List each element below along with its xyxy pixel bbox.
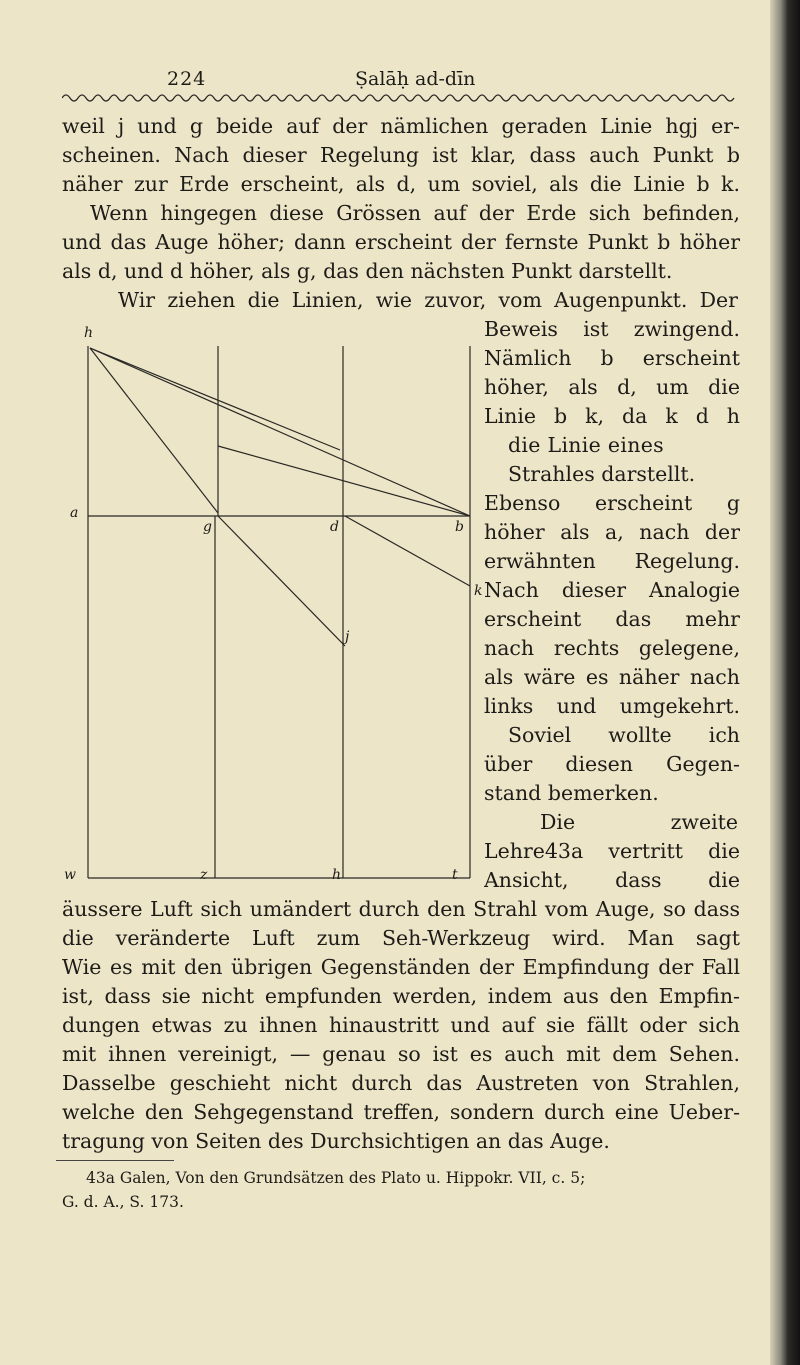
text-line: höher, als d, um die xyxy=(484,375,740,399)
text-line: ist, dass sie nicht empfunden werden, indem aus den Empfin- xyxy=(62,984,740,1008)
binding-shadow xyxy=(770,0,800,1365)
text-line: dungen etwas zu ihnen hinaustritt und auf sie fällt oder sich xyxy=(62,1013,740,1037)
text-line: Die zweite xyxy=(540,810,738,834)
text-line: Wenn hingegen diese Grössen auf der Erde sich befinden, xyxy=(90,201,740,225)
text-line: links und umgekehrt. xyxy=(484,694,740,718)
footnote-line: 43a Galen, Von den Grundsätzen des Plato u. Hippokr. VII, c. 5; xyxy=(86,1169,586,1187)
text-line: stand bemerken. xyxy=(484,781,659,805)
text-line: mit ihnen vereinigt, — genau so ist es auch mit dem Sehen. xyxy=(62,1042,740,1066)
text-line: die veränderte Luft zum Seh-Werkzeug wird. Man sagt xyxy=(62,926,740,950)
text-line: und das Auge höher; dann erscheint der fernste Punkt b höher xyxy=(62,230,740,254)
text-line: über diesen Gegen- xyxy=(484,752,740,776)
text-line: höher als a, nach der xyxy=(484,520,740,544)
page-header xyxy=(0,60,800,100)
text-line: Wie es mit den übrigen Gegenständen der Empfindung der Fall xyxy=(62,955,740,979)
text-line: erscheint das mehr xyxy=(484,607,740,631)
label-d: d xyxy=(330,519,339,535)
footnote-line: G. d. A., S. 173. xyxy=(62,1193,184,1211)
text-line: nach rechts gelegene, xyxy=(484,636,740,660)
page-number: 224 xyxy=(167,68,207,90)
label-a: a xyxy=(70,505,79,521)
label-w: w xyxy=(64,867,76,883)
text-line: Lehre43a vertritt die xyxy=(484,839,740,863)
text-line: weil j und g beide auf der nämlichen geraden Linie hgj er- xyxy=(62,114,740,138)
text-line: erwähnten Regelung. xyxy=(484,549,740,573)
text-line: scheinen. Nach dieser Regelung ist klar, dass auch Punkt b xyxy=(62,143,740,167)
label-j: j xyxy=(345,629,350,645)
running-title: Ṣalāḥ ad-dīn xyxy=(355,68,476,90)
wavy-header-rule xyxy=(62,90,740,102)
text-line: Wir ziehen die Linien, wie zuvor, vom Augenpunkt. Der xyxy=(118,288,738,312)
text-line: Ansicht, dass die xyxy=(484,868,740,892)
text-line: die Linie eines xyxy=(508,433,664,457)
text-line: als wäre es näher nach xyxy=(484,665,740,689)
label-z: z xyxy=(200,867,208,883)
label-g: g xyxy=(203,519,212,535)
text-line: Soviel wollte ich xyxy=(508,723,740,747)
text-line: welche den Sehgegenstand treffen, sondern durch eine Ueber- xyxy=(62,1100,740,1124)
label-b: b xyxy=(455,519,464,535)
label-h-bottom: h xyxy=(332,867,342,883)
label-h-top: h xyxy=(84,325,94,341)
text-line: Strahles darstellt. xyxy=(508,462,696,486)
text-line: näher zur Erde erscheint, als d, um soviel, als die Linie b k. xyxy=(62,172,740,196)
text-line: tragung von Seiten des Durchsichtigen an das Auge. xyxy=(62,1129,610,1153)
text-line: Nämlich b erscheint xyxy=(484,346,740,370)
text-line: Beweis ist zwingend. xyxy=(484,317,740,341)
text-line: Nach dieser Analogie xyxy=(484,578,740,602)
figure-diagram xyxy=(60,338,490,898)
label-k: k xyxy=(474,583,483,599)
text-line: als d, und d höher, als g, das den nächsten Punkt darstellt. xyxy=(62,259,673,283)
text-line: Dasselbe geschieht nicht durch das Austreten von Strahlen, xyxy=(62,1071,740,1095)
geometry-figure xyxy=(60,325,490,898)
label-t: t xyxy=(452,867,458,883)
text-line: Ebenso erscheint g xyxy=(484,491,740,515)
text-line: Linie b k, da k d h xyxy=(484,404,740,428)
footnote-rule xyxy=(56,1160,174,1161)
text-line: äussere Luft sich umändert durch den Strahl vom Auge, so dass xyxy=(62,897,740,921)
